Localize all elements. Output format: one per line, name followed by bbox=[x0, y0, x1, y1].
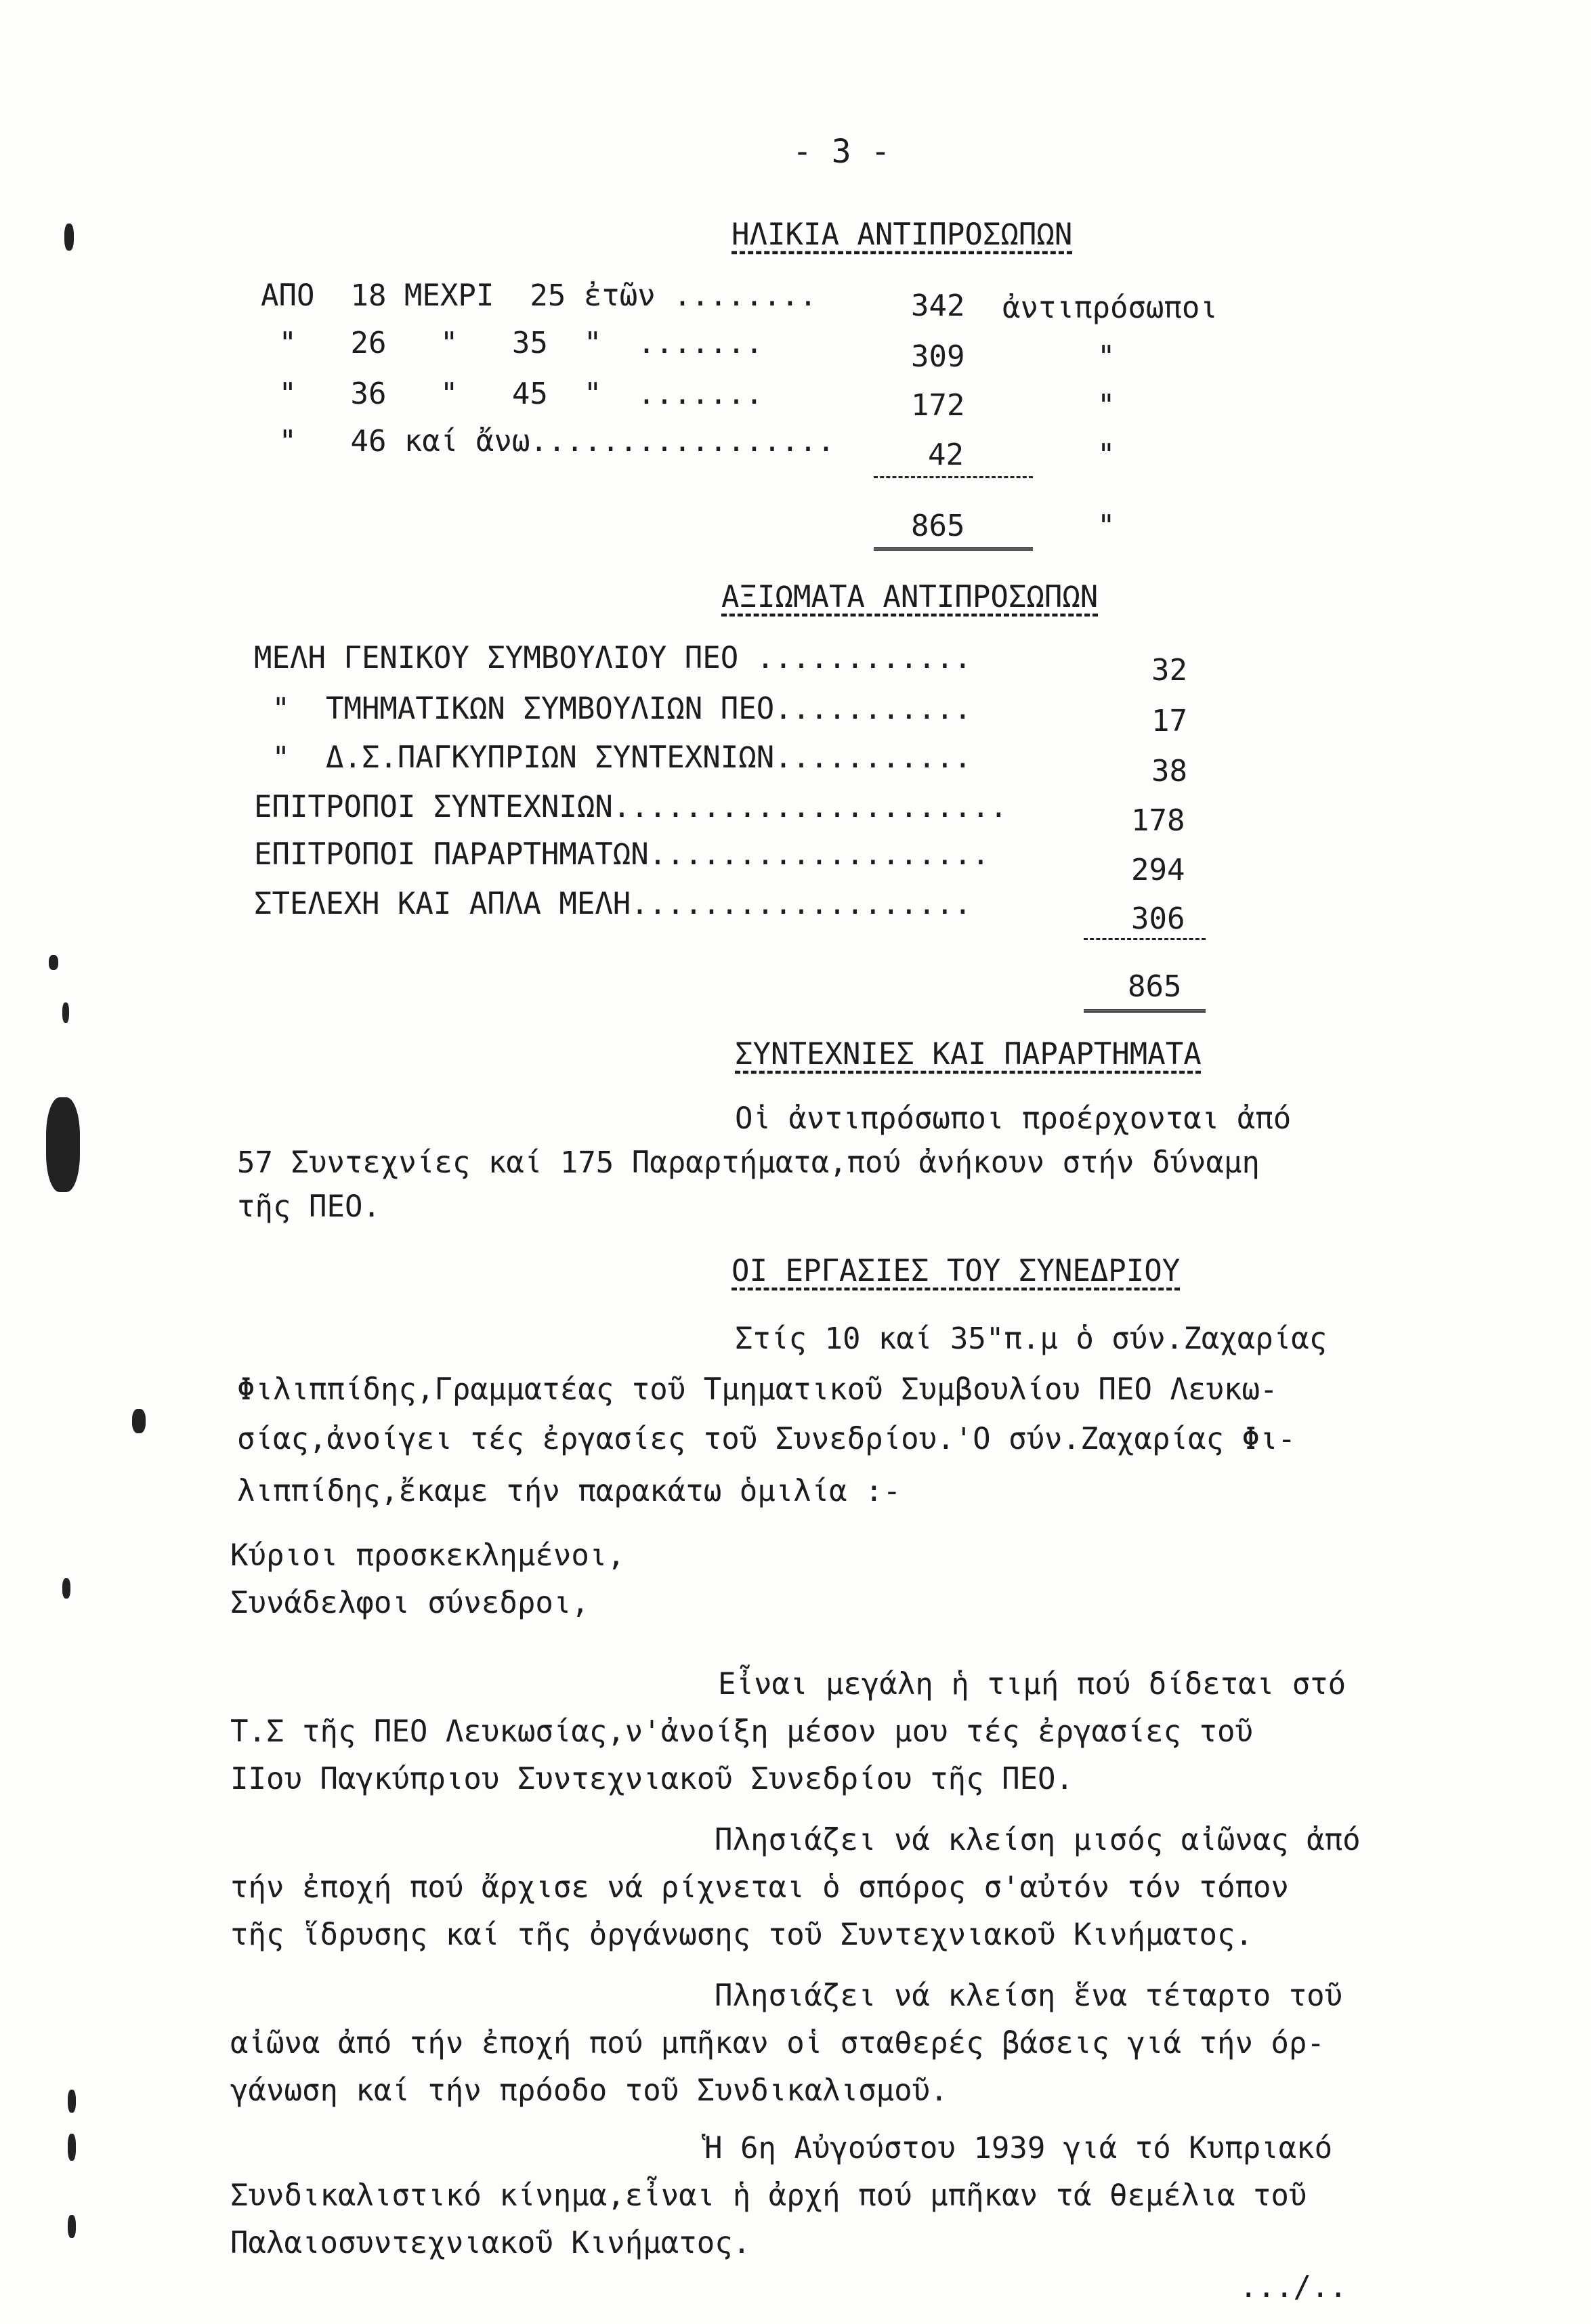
rank-row-count: 38 bbox=[1151, 754, 1187, 788]
speech-line: Εἶναι μεγάλη ἡ τιμή πού δίδεται στό bbox=[718, 1667, 1346, 1702]
rank-row-count: 294 bbox=[1131, 853, 1185, 887]
rank-row-count: 306 bbox=[1131, 902, 1185, 936]
rank-row-label: ΕΠΙΤΡΟΠΟΙ ΠΑΡΑΡΤΗΜΑΤΩΝ................... bbox=[254, 837, 990, 872]
rank-row-count: 178 bbox=[1131, 803, 1185, 838]
rank-row-count: 32 bbox=[1151, 653, 1187, 688]
rank-row-label: " ΤΜΗΜΑΤΙΚΩΝ ΣΥΜΒΟΥΛΙΩΝ ΠΕΟ........... bbox=[254, 692, 972, 726]
speech-line: ΙΙου Παγκύπριου Συντεχνιακοῦ Συνεδρίου τῆς ΠΕΟ. bbox=[230, 1762, 1074, 1796]
age-row-unit: " bbox=[1097, 388, 1116, 423]
age-section-heading: ΗΛΙΚΙΑ ΑΝΤΙΠΡΟΣΩΠΩΝ bbox=[731, 217, 1073, 252]
scan-speck bbox=[49, 955, 58, 970]
age-row-count: 309 bbox=[911, 339, 965, 374]
age-row-label: " 26 " 35 " ....... bbox=[261, 326, 763, 360]
scan-speck bbox=[68, 2215, 76, 2238]
speech-line: Πλησιάζει νά κλείση μισός αἰῶνας ἀπό bbox=[715, 1823, 1361, 1857]
unions-line: 57 Συντεχνίες καί 175 Παραρτήματα,πού ἀνήκουν στήν δύναμη bbox=[237, 1145, 1260, 1180]
age-row-unit: " bbox=[1097, 339, 1116, 374]
greeting-line: Κύριοι προσκεκλημένοι, bbox=[230, 1538, 625, 1573]
intro-line: λιππίδης,ἔκαμε τήν παρακάτω ὁμιλία :- bbox=[237, 1474, 901, 1508]
rank-total: 865 bbox=[1128, 969, 1182, 1004]
age-total: 865 bbox=[911, 509, 965, 543]
age-row-label: " 46 καί ἄνω................. bbox=[261, 424, 835, 459]
scan-speck bbox=[68, 2134, 76, 2161]
continuation-marker: .../.. bbox=[1239, 2270, 1347, 2304]
age-row-unit: ἀντιπρόσωποι bbox=[1002, 291, 1218, 325]
rank-total-double-rule bbox=[1084, 1009, 1206, 1013]
intro-line: σίας,ἀνοίγει τές ἐργασίες τοῦ Συνεδρίου.'Ο σύν.Ζαχαρίας Φι- bbox=[237, 1422, 1296, 1456]
speech-line: Πλησιάζει νά κλείση ἕνα τέταρτο τοῦ bbox=[715, 1979, 1343, 2013]
speech-line: γάνωση καί τήν πρόοδο τοῦ Συνδικαλισμοῦ. bbox=[230, 2073, 948, 2108]
page-number: - 3 - bbox=[792, 133, 891, 171]
scan-speck bbox=[62, 1002, 69, 1023]
age-total-unit: " bbox=[1097, 509, 1116, 543]
rank-row-label: ΕΠΙΤΡΟΠΟΙ ΣΥΝΤΕΧΝΙΩΝ...................... bbox=[254, 790, 1008, 824]
speech-line: τήν ἐποχή πού ἄρχισε νά ρίχνεται ὁ σπόρος σ'αὐτόν τόν τόπον bbox=[230, 1870, 1289, 1905]
unions-line: τῆς ΠΕΟ. bbox=[237, 1189, 381, 1224]
age-row-unit: " bbox=[1097, 438, 1116, 472]
age-row-label: " 36 " 45 " ....... bbox=[261, 377, 763, 411]
rank-section-heading: ΑΞΙΩΜΑΤΑ ΑΝΤΙΠΡΟΣΩΠΩΝ bbox=[721, 580, 1099, 614]
scan-speck bbox=[132, 1409, 146, 1433]
rank-row-label: " Δ.Σ.ΠΑΓΚΥΠΡΙΩΝ ΣΥΝΤΕΧΝΙΩΝ........... bbox=[254, 740, 972, 775]
rank-row-label: ΣΤΕΛΕΧΗ ΚΑΙ ΑΠΛΑ ΜΕΛΗ................... bbox=[254, 887, 972, 921]
speech-line: Τ.Σ τῆς ΠΕΟ Λευκωσίας,ν'ἀνοίξη μέσον μου τές ἐργασίες τοῦ bbox=[230, 1714, 1253, 1749]
age-row-count: 342 bbox=[911, 289, 965, 323]
proceedings-section-heading: ΟΙ ΕΡΓΑΣΙΕΣ ΤΟΥ ΣΥΝΕΔΡΙΟΥ bbox=[731, 1254, 1181, 1288]
unions-line: Οἱ ἀντιπρόσωποι προέρχονται ἀπό bbox=[735, 1101, 1292, 1136]
age-row-count: 172 bbox=[911, 388, 965, 423]
rank-subtotal-rule bbox=[1084, 938, 1206, 940]
scan-speck bbox=[68, 2090, 76, 2113]
intro-line: Στίς 10 καί 35"π.μ ὁ σύν.Ζαχαρίας bbox=[735, 1322, 1328, 1356]
scan-speck bbox=[64, 224, 74, 251]
speech-line: Συνδικαλιστικό κίνημα,εἶναι ἡ ἀρχή πού μπῆκαν τά θεμέλια τοῦ bbox=[230, 2178, 1307, 2213]
speech-line: Ἡ 6η Αὐγούστου 1939 γιά τό Κυπριακό bbox=[704, 2131, 1333, 2165]
scan-speck bbox=[46, 1097, 80, 1192]
intro-line: Φιλιππίδης,Γραμματέας τοῦ Τμηματικοῦ Συμβουλίου ΠΕΟ Λευκω- bbox=[237, 1372, 1278, 1407]
scan-speck bbox=[62, 1578, 70, 1599]
greeting-line: Συνάδελφοι σύνεδροι, bbox=[230, 1586, 589, 1620]
age-subtotal-rule bbox=[874, 476, 1033, 478]
speech-line: αἰῶνα ἀπό τήν ἐποχή πού μπῆκαν οἱ σταθερές βάσεις γιά τήν όρ- bbox=[230, 2026, 1325, 2061]
rank-row-label: ΜΕΛΗ ΓΕΝΙΚΟΥ ΣΥΜΒΟΥΛΙΟΥ ΠΕΟ ............ bbox=[254, 641, 972, 675]
unions-section-heading: ΣΥΝΤΕΧΝΙΕΣ ΚΑΙ ΠΑΡΑΡΤΗΜΑΤΑ bbox=[735, 1037, 1202, 1072]
age-total-double-rule bbox=[874, 547, 1033, 551]
speech-line: τῆς ἵδρυσης καί τῆς ὀργάνωσης τοῦ Συντεχνιακοῦ Κινήματος. bbox=[230, 1918, 1253, 1952]
speech-line: Παλαιοσυντεχνιακοῦ Κινήματος. bbox=[230, 2226, 751, 2260]
age-row-label: ΑΠΟ 18 ΜΕΧΡΙ 25 ἐτῶν ........ bbox=[261, 278, 818, 313]
rank-row-count: 17 bbox=[1151, 704, 1187, 738]
age-row-count: 42 bbox=[928, 438, 964, 472]
